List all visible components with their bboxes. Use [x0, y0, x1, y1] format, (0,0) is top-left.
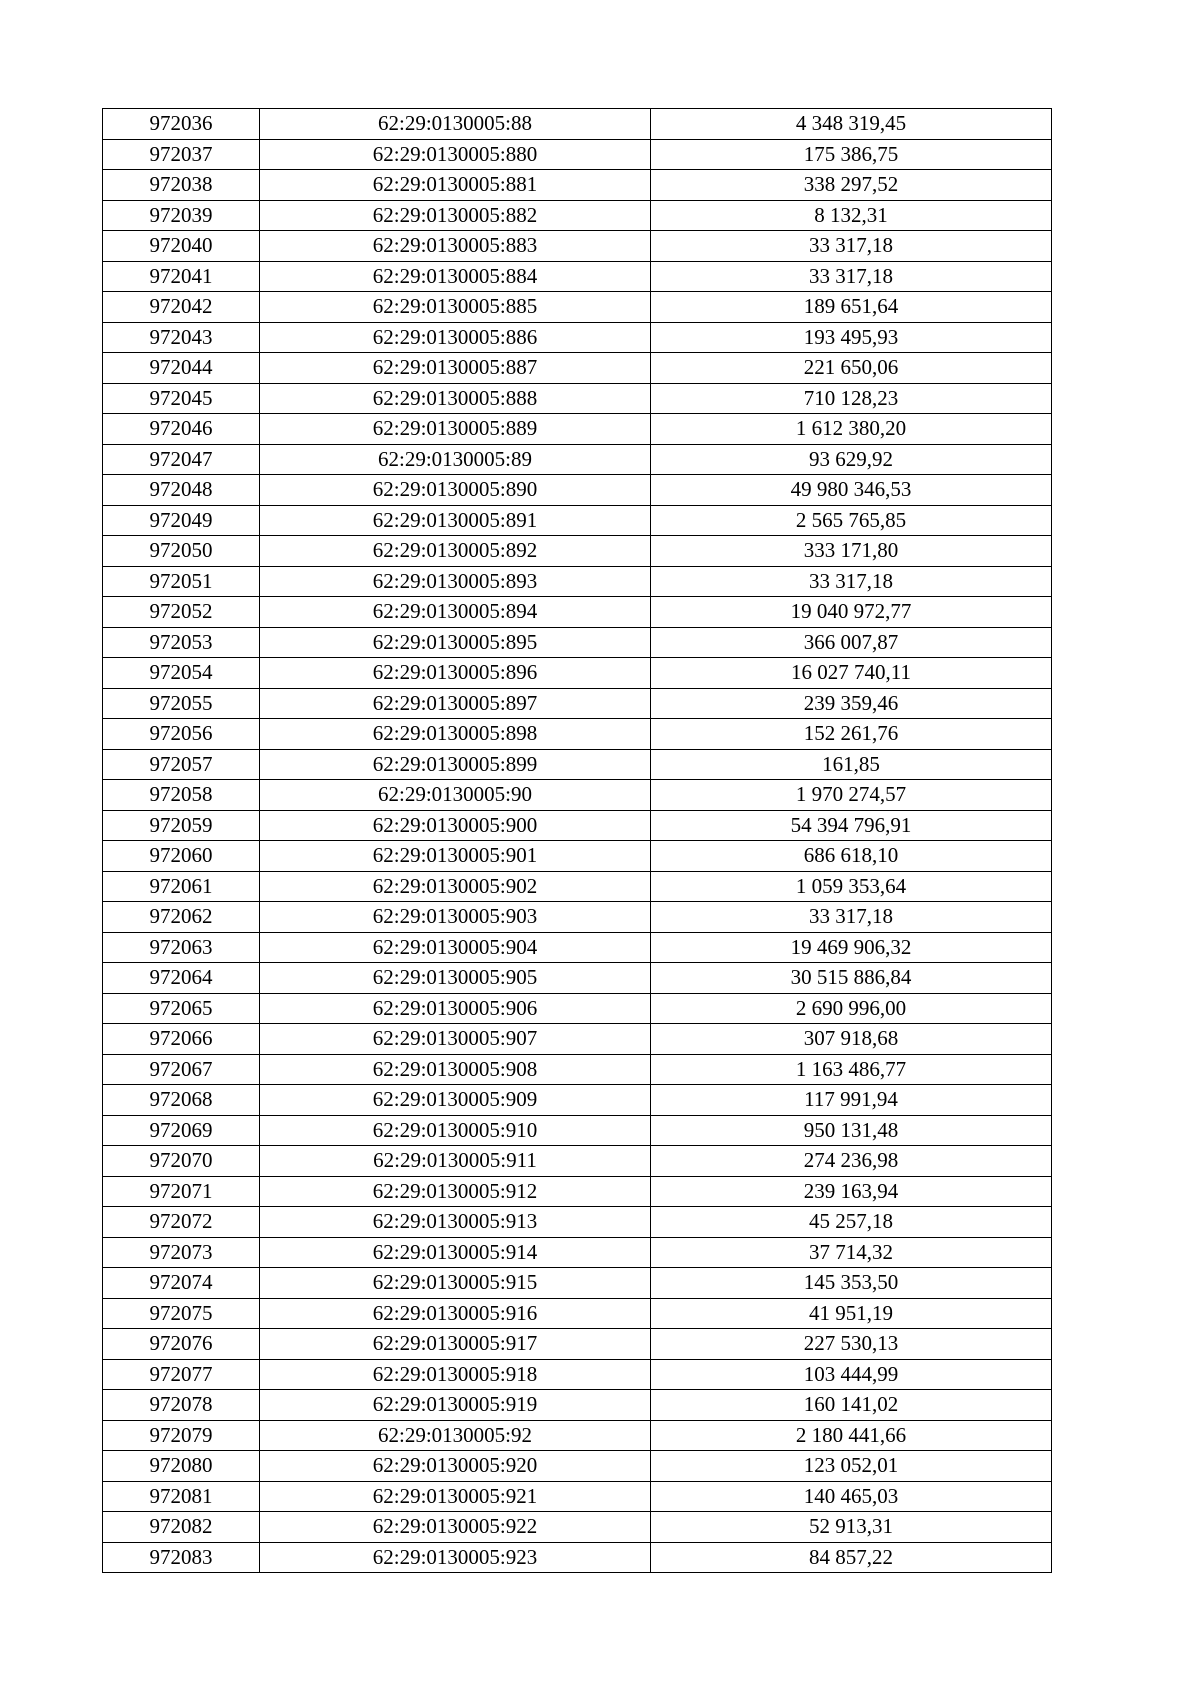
cadastral-value-cell: 45 257,18	[651, 1207, 1052, 1238]
cadastral-value-cell: 2 690 996,00	[651, 993, 1052, 1024]
row-number-cell: 972058	[103, 780, 260, 811]
cadastral-number-cell: 62:29:0130005:917	[260, 1329, 651, 1360]
cadastral-value-cell: 30 515 886,84	[651, 963, 1052, 994]
row-number-cell: 972078	[103, 1390, 260, 1421]
cadastral-number-cell: 62:29:0130005:907	[260, 1024, 651, 1055]
table-row	[103, 1512, 1052, 1543]
table-row	[103, 505, 1052, 536]
row-number-cell: 972050	[103, 536, 260, 567]
row-number-cell: 972076	[103, 1329, 260, 1360]
row-number-cell: 972059	[103, 810, 260, 841]
cadastral-number-cell: 62:29:0130005:915	[260, 1268, 651, 1299]
row-number-cell: 972081	[103, 1481, 260, 1512]
cadastral-value-cell: 221 650,06	[651, 353, 1052, 384]
cadastral-value-cell: 274 236,98	[651, 1146, 1052, 1177]
table-row	[103, 1054, 1052, 1085]
row-number-cell: 972054	[103, 658, 260, 689]
row-number-cell: 972052	[103, 597, 260, 628]
row-number-cell: 972037	[103, 139, 260, 170]
cadastral-value-cell: 16 027 740,11	[651, 658, 1052, 689]
cadastral-number-cell: 62:29:0130005:913	[260, 1207, 651, 1238]
cadastral-number-cell: 62:29:0130005:895	[260, 627, 651, 658]
cadastral-number-cell: 62:29:0130005:912	[260, 1176, 651, 1207]
table-row	[103, 841, 1052, 872]
cadastral-value-cell: 950 131,48	[651, 1115, 1052, 1146]
cadastral-number-cell: 62:29:0130005:885	[260, 292, 651, 323]
cadastral-value-cell: 33 317,18	[651, 261, 1052, 292]
table-row	[103, 1359, 1052, 1390]
row-number-cell: 972080	[103, 1451, 260, 1482]
table-row	[103, 932, 1052, 963]
cadastral-value-cell: 1 163 486,77	[651, 1054, 1052, 1085]
cadastral-number-cell: 62:29:0130005:887	[260, 353, 651, 384]
table-row	[103, 1542, 1052, 1573]
table-row	[103, 627, 1052, 658]
cadastral-value-cell: 338 297,52	[651, 170, 1052, 201]
cadastral-number-cell: 62:29:0130005:911	[260, 1146, 651, 1177]
row-number-cell: 972051	[103, 566, 260, 597]
table-row	[103, 444, 1052, 475]
row-number-cell: 972061	[103, 871, 260, 902]
row-number-cell: 972063	[103, 932, 260, 963]
row-number-cell: 972060	[103, 841, 260, 872]
cadastral-number-cell: 62:29:0130005:880	[260, 139, 651, 170]
table-row	[103, 780, 1052, 811]
cadastral-value-cell: 19 040 972,77	[651, 597, 1052, 628]
table-row	[103, 688, 1052, 719]
cadastral-number-cell: 62:29:0130005:923	[260, 1542, 651, 1573]
cadastral-number-cell: 62:29:0130005:922	[260, 1512, 651, 1543]
cadastral-value-cell: 145 353,50	[651, 1268, 1052, 1299]
cadastral-value-cell: 41 951,19	[651, 1298, 1052, 1329]
table-row	[103, 383, 1052, 414]
cadastral-value-table	[102, 108, 1052, 1573]
row-number-cell: 972071	[103, 1176, 260, 1207]
table-row	[103, 871, 1052, 902]
table-row	[103, 1237, 1052, 1268]
row-number-cell: 972075	[103, 1298, 260, 1329]
table-row	[103, 1420, 1052, 1451]
row-number-cell: 972040	[103, 231, 260, 262]
table-row	[103, 292, 1052, 323]
table-row	[103, 1115, 1052, 1146]
cadastral-number-cell: 62:29:0130005:893	[260, 566, 651, 597]
row-number-cell: 972055	[103, 688, 260, 719]
cadastral-number-cell: 62:29:0130005:919	[260, 1390, 651, 1421]
cadastral-number-cell: 62:29:0130005:889	[260, 414, 651, 445]
cadastral-value-cell: 4 348 319,45	[651, 109, 1052, 140]
table-row	[103, 170, 1052, 201]
cadastral-value-cell: 175 386,75	[651, 139, 1052, 170]
row-number-cell: 972064	[103, 963, 260, 994]
cadastral-number-cell: 62:29:0130005:89	[260, 444, 651, 475]
cadastral-value-cell: 8 132,31	[651, 200, 1052, 231]
row-number-cell: 972044	[103, 353, 260, 384]
cadastral-number-cell: 62:29:0130005:914	[260, 1237, 651, 1268]
table-row	[103, 322, 1052, 353]
cadastral-value-cell: 1 059 353,64	[651, 871, 1052, 902]
table-row	[103, 719, 1052, 750]
row-number-cell: 972062	[103, 902, 260, 933]
cadastral-number-cell: 62:29:0130005:905	[260, 963, 651, 994]
cadastral-number-cell: 62:29:0130005:90	[260, 780, 651, 811]
row-number-cell: 972043	[103, 322, 260, 353]
cadastral-number-cell: 62:29:0130005:901	[260, 841, 651, 872]
table-body	[103, 109, 1052, 1573]
cadastral-number-cell: 62:29:0130005:898	[260, 719, 651, 750]
cadastral-value-cell: 307 918,68	[651, 1024, 1052, 1055]
cadastral-value-cell: 160 141,02	[651, 1390, 1052, 1421]
cadastral-number-cell: 62:29:0130005:881	[260, 170, 651, 201]
row-number-cell: 972069	[103, 1115, 260, 1146]
table-row	[103, 139, 1052, 170]
row-number-cell: 972065	[103, 993, 260, 1024]
table-row	[103, 1268, 1052, 1299]
cadastral-number-cell: 62:29:0130005:918	[260, 1359, 651, 1390]
cadastral-value-cell: 33 317,18	[651, 231, 1052, 262]
row-number-cell: 972036	[103, 109, 260, 140]
row-number-cell: 972079	[103, 1420, 260, 1451]
table-row	[103, 261, 1052, 292]
row-number-cell: 972039	[103, 200, 260, 231]
row-number-cell: 972042	[103, 292, 260, 323]
cadastral-number-cell: 62:29:0130005:900	[260, 810, 651, 841]
cadastral-number-cell: 62:29:0130005:892	[260, 536, 651, 567]
row-number-cell: 972083	[103, 1542, 260, 1573]
row-number-cell: 972053	[103, 627, 260, 658]
cadastral-number-cell: 62:29:0130005:903	[260, 902, 651, 933]
cadastral-value-cell: 33 317,18	[651, 566, 1052, 597]
cadastral-number-cell: 62:29:0130005:910	[260, 1115, 651, 1146]
table-row	[103, 810, 1052, 841]
table-row	[103, 353, 1052, 384]
table-row	[103, 566, 1052, 597]
table-row	[103, 1085, 1052, 1116]
cadastral-number-cell: 62:29:0130005:902	[260, 871, 651, 902]
row-number-cell: 972072	[103, 1207, 260, 1238]
row-number-cell: 972048	[103, 475, 260, 506]
table-row	[103, 597, 1052, 628]
cadastral-value-cell: 1 612 380,20	[651, 414, 1052, 445]
table-row	[103, 1481, 1052, 1512]
row-number-cell: 972041	[103, 261, 260, 292]
cadastral-value-cell: 37 714,32	[651, 1237, 1052, 1268]
row-number-cell: 972046	[103, 414, 260, 445]
cadastral-number-cell: 62:29:0130005:920	[260, 1451, 651, 1482]
cadastral-number-cell: 62:29:0130005:897	[260, 688, 651, 719]
cadastral-number-cell: 62:29:0130005:896	[260, 658, 651, 689]
row-number-cell: 972082	[103, 1512, 260, 1543]
row-number-cell: 972067	[103, 1054, 260, 1085]
table-row	[103, 1390, 1052, 1421]
table-row	[103, 749, 1052, 780]
cadastral-number-cell: 62:29:0130005:909	[260, 1085, 651, 1116]
row-number-cell: 972056	[103, 719, 260, 750]
row-number-cell: 972057	[103, 749, 260, 780]
cadastral-value-cell: 123 052,01	[651, 1451, 1052, 1482]
cadastral-value-cell: 103 444,99	[651, 1359, 1052, 1390]
cadastral-value-cell: 227 530,13	[651, 1329, 1052, 1360]
cadastral-value-cell: 239 359,46	[651, 688, 1052, 719]
row-number-cell: 972049	[103, 505, 260, 536]
cadastral-value-cell: 2 565 765,85	[651, 505, 1052, 536]
cadastral-number-cell: 62:29:0130005:882	[260, 200, 651, 231]
cadastral-number-cell: 62:29:0130005:904	[260, 932, 651, 963]
cadastral-number-cell: 62:29:0130005:921	[260, 1481, 651, 1512]
cadastral-value-cell: 161,85	[651, 749, 1052, 780]
table-row	[103, 200, 1052, 231]
row-number-cell: 972047	[103, 444, 260, 475]
cadastral-value-cell: 33 317,18	[651, 902, 1052, 933]
table-row	[103, 414, 1052, 445]
table-row	[103, 475, 1052, 506]
table-row	[103, 993, 1052, 1024]
cadastral-value-cell: 333 171,80	[651, 536, 1052, 567]
table-row	[103, 231, 1052, 262]
cadastral-value-cell: 189 651,64	[651, 292, 1052, 323]
cadastral-number-cell: 62:29:0130005:888	[260, 383, 651, 414]
cadastral-number-cell: 62:29:0130005:899	[260, 749, 651, 780]
cadastral-number-cell: 62:29:0130005:891	[260, 505, 651, 536]
cadastral-number-cell: 62:29:0130005:890	[260, 475, 651, 506]
cadastral-value-cell: 193 495,93	[651, 322, 1052, 353]
cadastral-value-cell: 54 394 796,91	[651, 810, 1052, 841]
cadastral-value-cell: 93 629,92	[651, 444, 1052, 475]
cadastral-value-cell: 686 618,10	[651, 841, 1052, 872]
table-row	[103, 1329, 1052, 1360]
row-number-cell: 972068	[103, 1085, 260, 1116]
table-row	[103, 1146, 1052, 1177]
cadastral-number-cell: 62:29:0130005:88	[260, 109, 651, 140]
cadastral-value-cell: 2 180 441,66	[651, 1420, 1052, 1451]
table-row	[103, 1298, 1052, 1329]
cadastral-value-cell: 19 469 906,32	[651, 932, 1052, 963]
cadastral-value-cell: 117 991,94	[651, 1085, 1052, 1116]
cadastral-number-cell: 62:29:0130005:883	[260, 231, 651, 262]
table-row	[103, 109, 1052, 140]
row-number-cell: 972073	[103, 1237, 260, 1268]
cadastral-value-cell: 239 163,94	[651, 1176, 1052, 1207]
cadastral-value-cell: 710 128,23	[651, 383, 1052, 414]
table-row	[103, 1024, 1052, 1055]
cadastral-value-cell: 1 970 274,57	[651, 780, 1052, 811]
table-row	[103, 536, 1052, 567]
cadastral-number-cell: 62:29:0130005:916	[260, 1298, 651, 1329]
row-number-cell: 972077	[103, 1359, 260, 1390]
table-row	[103, 658, 1052, 689]
cadastral-value-cell: 49 980 346,53	[651, 475, 1052, 506]
row-number-cell: 972038	[103, 170, 260, 201]
row-number-cell: 972045	[103, 383, 260, 414]
cadastral-value-cell: 140 465,03	[651, 1481, 1052, 1512]
cadastral-number-cell: 62:29:0130005:92	[260, 1420, 651, 1451]
table-row	[103, 1176, 1052, 1207]
table-row	[103, 902, 1052, 933]
cadastral-value-cell: 52 913,31	[651, 1512, 1052, 1543]
cadastral-number-cell: 62:29:0130005:894	[260, 597, 651, 628]
row-number-cell: 972066	[103, 1024, 260, 1055]
cadastral-value-cell: 84 857,22	[651, 1542, 1052, 1573]
row-number-cell: 972070	[103, 1146, 260, 1177]
table-row	[103, 1451, 1052, 1482]
cadastral-number-cell: 62:29:0130005:908	[260, 1054, 651, 1085]
row-number-cell: 972074	[103, 1268, 260, 1299]
cadastral-number-cell: 62:29:0130005:886	[260, 322, 651, 353]
cadastral-number-cell: 62:29:0130005:906	[260, 993, 651, 1024]
cadastral-number-cell: 62:29:0130005:884	[260, 261, 651, 292]
cadastral-value-cell: 366 007,87	[651, 627, 1052, 658]
table-row	[103, 963, 1052, 994]
cadastral-value-cell: 152 261,76	[651, 719, 1052, 750]
table-row	[103, 1207, 1052, 1238]
